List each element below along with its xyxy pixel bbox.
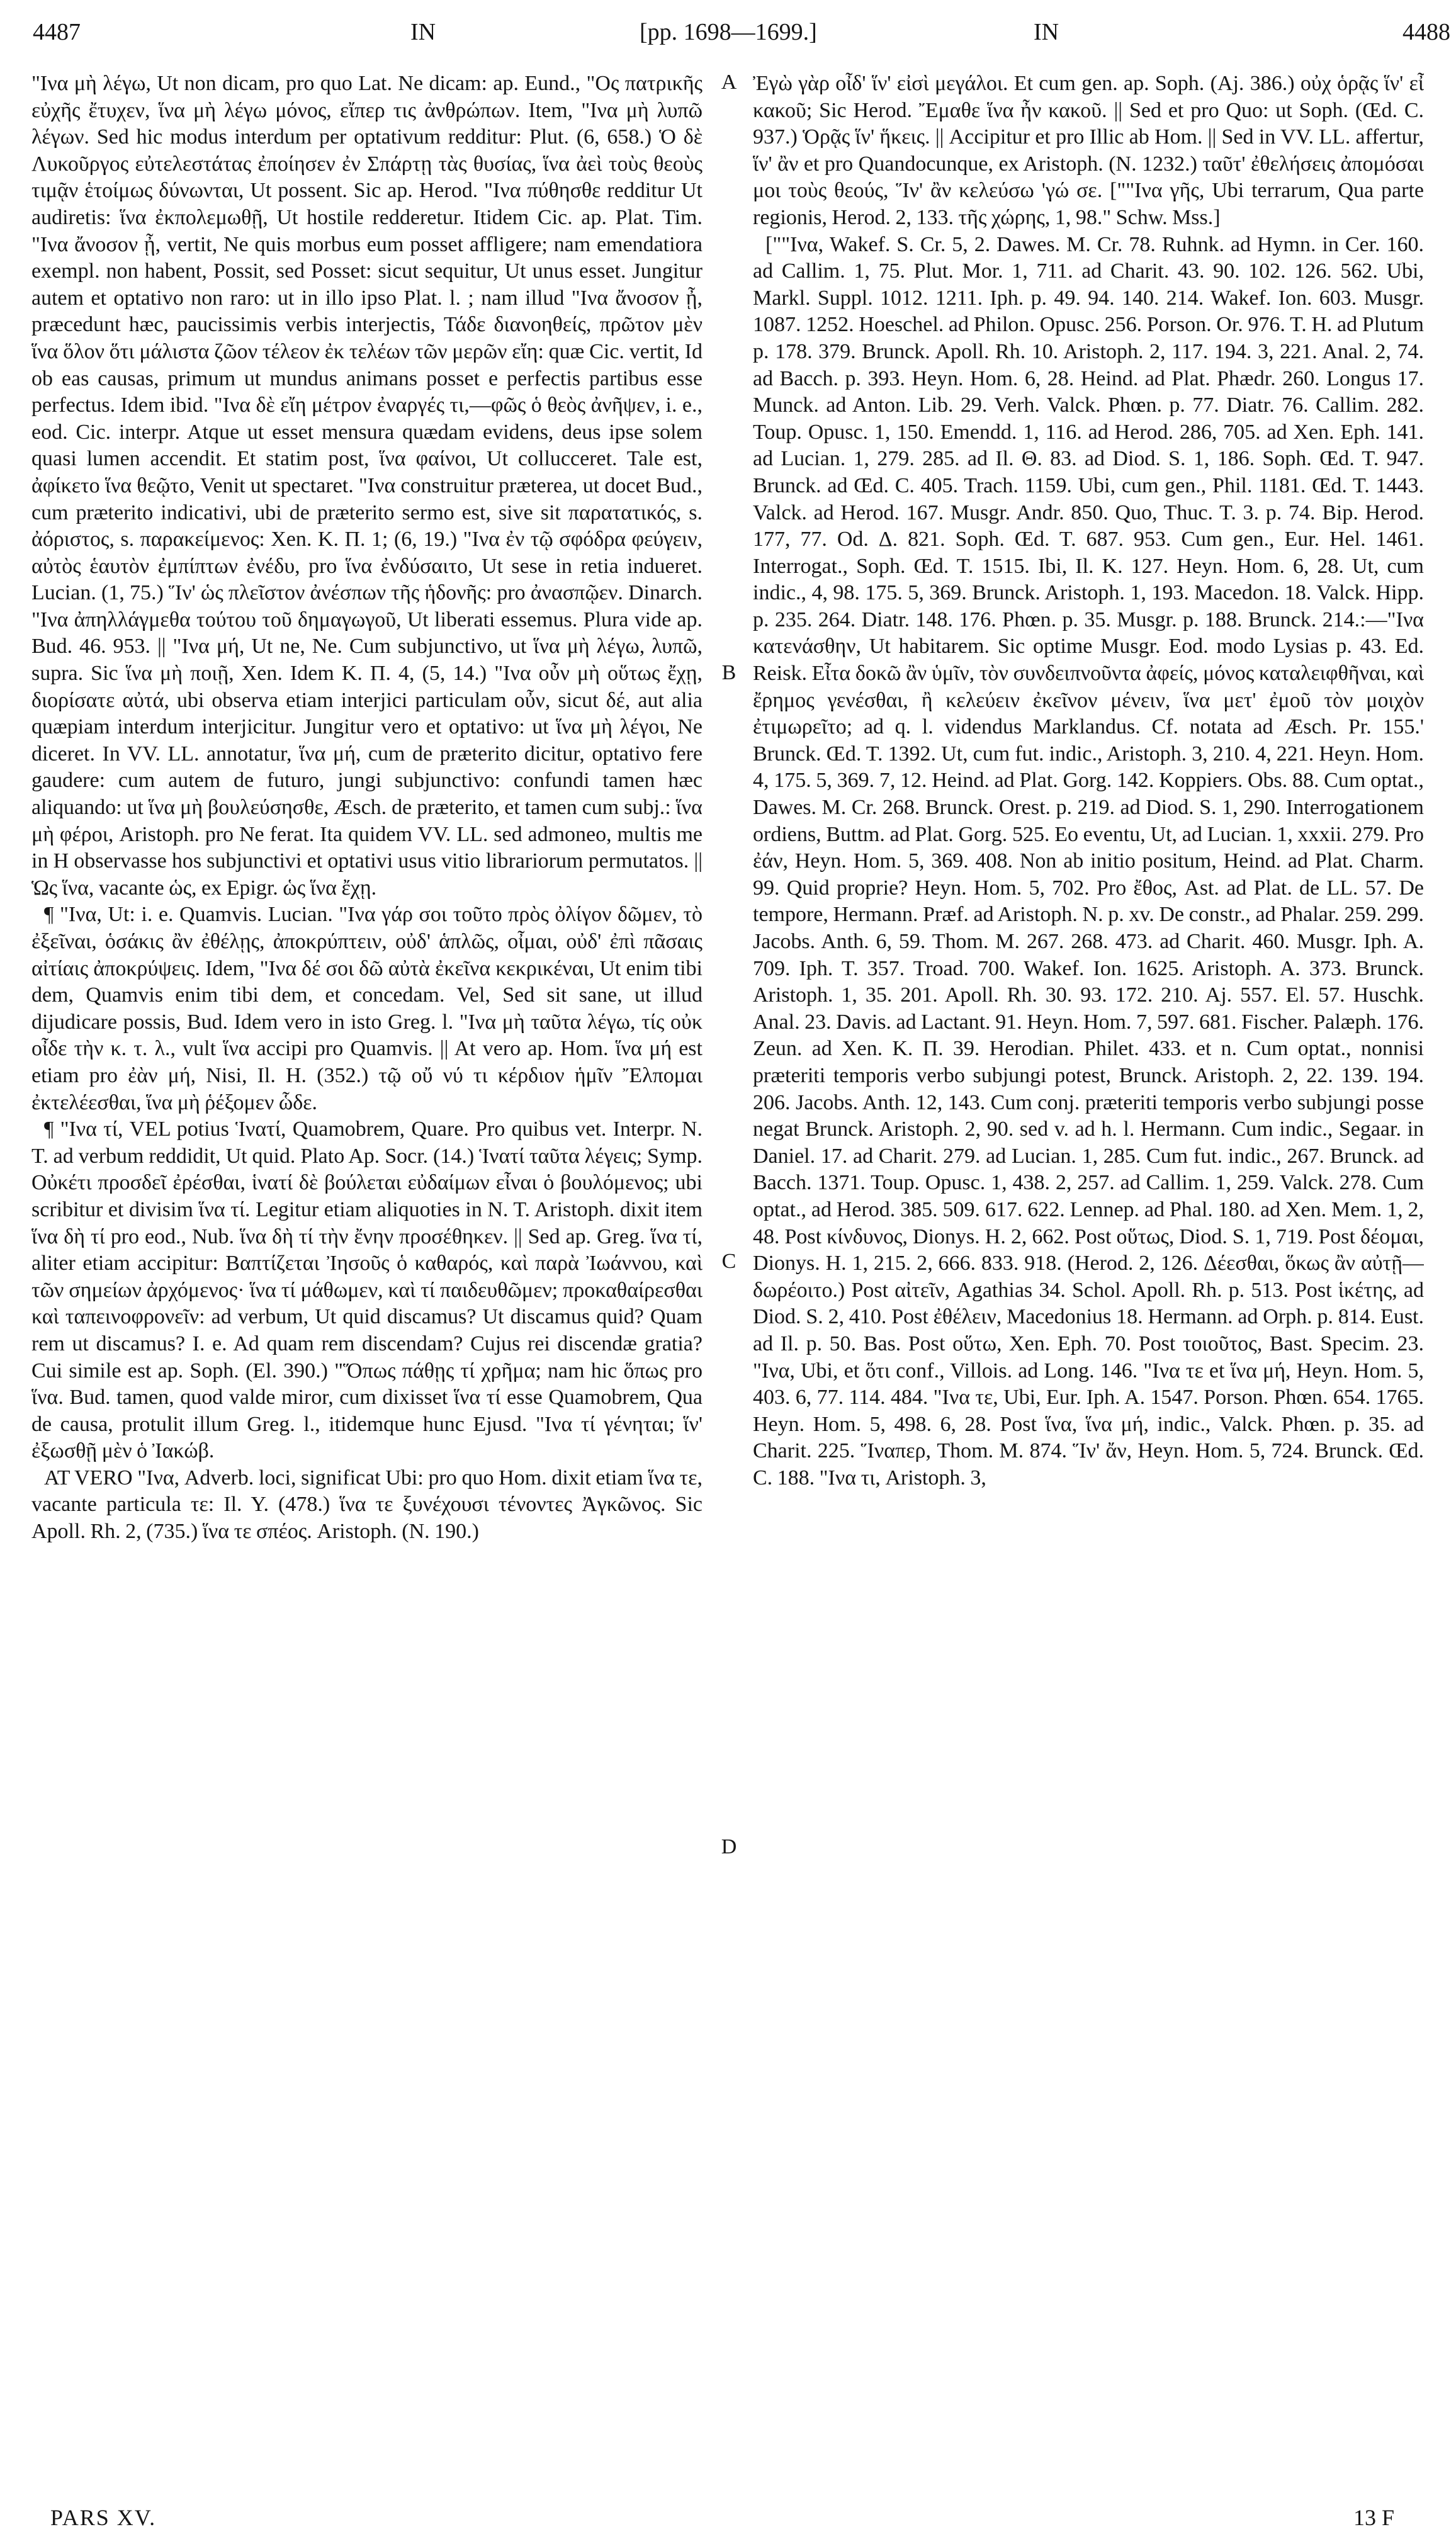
right-paragraph-2: [""Ινα, Wakef. S. Cr. 5, 2. Dawes. M. Cr. 78. Ruhnk. ad Hymn. in Cer. 160. ad Callim. 1, 75. Plut. Mor. 1, 711. ad Charit. 43. 90. 102. 126. 562. Ubi, Markl. Suppl. 1012. 1211. Iph. p. 49. 94. 140. 214. Wakef. Ion. 603. Musgr. 1087. 1252. Hoeschel. ad Philon. Opusc. 256. Porson. Or. 976. T. H. ad Plutum p. 178. 379. Brunck. Apoll. Rh. 10. Aristoph. 2, 117. 194. 3, 221. Anal. 2, 74. ad Bacch. p. 393. Heyn. Hom. 6, 28. Heind. ad Plat. Phædr. 260. Longus 17. Munck. ad Anton. Lib. 29. Verh. Valck. Phœn. p. 77. Diatr. 76. Callim. 282. Toup. Opusc. 1, 150. Emendd. 1, 116. ad Herod. 286, 705. ad Xen. Eph. 141. ad Lucian. 1, 279. 285. ad Il. Θ. 83. ad Diod. S. 1, 186. Soph. Œd. T. 947. Brunck. ad Œd. C. 405. Trach. 1159. Ubi, cum gen., Phil. 1181. Œd. T. 1443. Valck. ad Herod. 167. Musgr. Andr. 850. Quo, Thuc. T. 3. p. 74. Bip. Herod. 177, 77. Od. Δ. 821. Soph. Œd. T. 687. 953. Cum gen., Eur. Hel. 1461. Interrogat., Soph. Œd. T. 1515. Ibi, Il. K. 127. Heyn. Hom. 6, 28. Ut, cum indic., 4, 98. 175. 5, 369. Brunck. Aristoph. 1, 193. Macedon. 18. Valck. Hipp. p. 235. 264. Diatr. 148. 176. Phœn. p. 35. Musgr. p. 188. Brunck. 214.:—"Ινα κατενάσθην, Ut habitarem. Sic optime Musgr. Eod. modo Lysias p. 43. Ed. Reisk. Εἶτα δοκῶ ἂν ὑμῖν, τὸν συνδειπνοῦντα ἀφείς, μόνος καταλειφθῆναι, καὶ ἔρημος γενέσθαι, ἢ κελεύειν ἐκεῖνον μένειν, ἵνα μετ' ἐμοῦ τὸν μοιχὸν ἐτιμωρεῖτο; ad q. l. videndus Marklandus. Cf. notata ad Æsch. Pr. 155.' Brunck. Œd. T. 1392. Ut, cum fut. indic., Aristoph. 3, 210. 4, 221. Heyn. Hom. 4, 175. 5, 369. 7, 12. Heind. ad Plat. Gorg. 142. Koppiers. Obs. 88. Cum optat., Dawes. M. Cr. 268. Brunck. Orest. p. 219. ad Diod. S. 1, 290. Interrogationem ordiens, Buttm. ad Plat. Gorg. 525. Eo eventu, Ut, ad Lucian. 1, xxxii. 279. Pro ἐάν, Heyn. Hom. 5, 369. 408. Non ab initio positum, Heind. ad Plat. Charm. 99. Quid proprie? Heyn. Hom. 5, 702. Pro ἔθος, Ast. ad Plat. de LL. 57. De tempore, Hermann. Præf. ad Aristoph. N. p. xv. De constr., ad Phalar. 259. 299. Jacobs. Anth. 6, 59. Thom. M. 267. 268. 473. ad Charit. 460. Musgr. Iph. A. 709. Iph. T. 357. Troad. 700. Wakef. Ion. 1625. Aristoph. A. 373. Brunck. Aristoph. 1, 35. 201. Apoll. Rh. 30. 93. 172. 210. Aj. 557. El. 57. Huschk. Anal. 23. Davis. ad Lactant. 91. Heyn. Hom. 7, 597. 681. Fischer. Palæph. 176. Zeun. ad Xen. K. Π. 39. Herodian. Philet. 433. et n. Cum optat., nonnisi præteriti temporis verbo subjungi potest, Brunck. Aristoph. 2, 22. 139. 194. 206. Jacobs. Anth. 12, 143. Cum conj. præteriti temporis verbo subjungi posse negat Brunck. Aristoph. 2, 90. sed v. ad h. l. Hermann. Cum indic., Segaar. in Daniel. 17. ad Charit. 279. ad Lucian. 1, 285. Cum fut. indic., 267. Brunck. ad Bacch. 1371. Toup. Opusc. 1, 438. 2, 257. ad Callim. 1, 259. Valck. 278. Cum optat., ad Herod. 385. 509. 617. 622. Lennep. ad Phal. 180. ad Xen. Mem. 1, 2, 48. Post κίνδυνος, Dionys. H. 2, 662. Post οὕτως, Diod. S. 1, 719. Post δέομαι, Dionys. H. 1, 215. 2, 666. 833. 918. (Herod. 2, 126. Δέεσθαι, ὅκως ἂν αὐτῇ—δωρέοιτο.) Post αἰτεῖν, Agathias 34. Schol. Apoll. Rh. p. 513. Post ἱκέτης, ad Diod. S. 2, 410. Post ἐθέλειν, Macedonius 18. Hermann. ad Orph. p. 814. Eust. ad Il. p. 50. Bas. Post οὕτω, Xen. Eph. 70. Post τοιοῦτος, Bast. Specim. 23. "Ινα, Ubi, et ὅτι conf., Villois. ad Long. 146. "Ινα τε et ἵνα μή, Heyn. Hom. 5, 403. 6, 77. 114. 484. "Ινα τε, Ubi, Eur. Iph. A. 1547. Porson. Phœn. 654. 1765. Heyn. Hom. 5, 498. 6, 28. Post ἵνα, ἵνα μή, indic., Valck. Phœn. p. 35. ad Charit. 225. Ἵναπερ, Thom. M. 874. Ἵν' ἄν, Heyn. Hom. 5, 724. Brunck. Œd. C. 188. "Ινα τι, Aristoph. 3, — [753, 232, 1424, 1490]
section-mark-b: B — [721, 661, 736, 684]
right-paragraph-1: Ἐγὼ γὰρ οἶδ' ἵν' εἰσὶ μεγάλοι. Et cum gen. ap. Soph. (Aj. 386.) οὐχ ὁρᾷς ἵν' εἶ κακοῦ; Sic Herod. Ἔμαθε ἵνα ἦν κακοῦ. || Sed et pro Quo: ut Soph. (Œd. C. 937.) Ὁρᾷς ἵν' ἥκεις. || Accipitur et pro Illic ab Hom. || Sed in VV. LL. affertur, ἵν' ἂν et pro Quandocunque, ex Aristoph. (N. 1232.) ταῦτ' ἐθελήσεις ἀπομόσαι μοι τοὺς θεούς, Ἵν' ἂν κελεύσω 'γώ σε. [""Ινα γῆς, Ubi terrarum, Qua parte regionis, Herod. 2, 133. τῆς χώρης, 1, 98." Schw. Mss.] — [753, 72, 1424, 229]
page-range: [pp. 1698—1699.] — [640, 19, 817, 45]
headword-left: IN — [410, 19, 436, 45]
signature-left: PARS XV. — [50, 2505, 157, 2530]
right-column — [753, 71, 1424, 2469]
left-paragraph-4: AT VERO "Ινα, Adverb. loci, significat Ubi: pro quo Hom. dixit etiam ἵνα τε, vacante particula τε: Il. Y. (478.) ἵνα τε ξυνέχουσι τένοντες Ἀγκῶνος. Sic Apoll. Rh. 2, (735.) ἵνα τε σπέος. Aristoph. (N. 190.) — [31, 1466, 703, 1544]
section-mark-d: D — [721, 1835, 737, 1858]
signature-right: 13 F — [1353, 2505, 1395, 2530]
left-column — [31, 71, 703, 2469]
section-mark-a: A — [721, 71, 737, 94]
running-header — [0, 20, 1456, 58]
column-number-right: 4488 — [1402, 19, 1450, 45]
left-paragraph-1: "Ινα μὴ λέγω, Ut non dicam, pro quo Lat. Ne dicam: ap. Eund., "Ος πατρικῆς εὐχῆς ἔτυχεν, ἵνα μὴ λέγω μόνος, εἴπερ τις ἀνθρώπων. Item, "Ινα μὴ λυπῶ λέγων. Sed hic modus interdum per optativum redditur: Plut. (6, 658.) Ὁ δὲ Λυκοῦργος εὐτελεστάτας ἐποίησεν ἐν Σπάρτῃ τὰς θυσίας, ἵνα ἀεὶ τοὺς θεοὺς τιμᾷν ἑτοίμως δύνωνται, Ut possent. Sic ap. Herod. "Ινα πύθησθε redditur Ut audiretis: ἵνα ἐκπολεμωθῇ, Ut hostile redderetur. Itidem Cic. ap. Plat. Tim. "Ινα ἄνοσον ᾖ, vertit, Ne quis morbus eum posset affligere; nam emendatiora exempl. non habent, Possit, sed Posset: sicut sequitur, Ut unus esset. Jungitur autem et optativo non raro: ut in illo ipso Plat. l. ; nam illud "Ινα ἄνοσον ᾖ, præcedunt hæc, paucissimis verbis interjectis, Τάδε διανοηθείς, πρῶτον μὲν ἵνα ὅλον ὅτι μάλιστα ζῶον τέλεον ἐκ τελέων τῶν μερῶν εἴη: quæ Cic. vertit, Id ob eas causas, primum ut mundus animans posset e perfectis partibus esse perfectus. Idem ibid. "Ινα δὲ εἴη μέτρον ἐναργές τι,—φῶς ὁ θεὸς ἀνῆψεν, i. e., eod. Cic. interpr. Atque ut esset mensura quædam evidens, deus ipse solem quasi lumen accendit. Et statim post, ἵνα φαίνοι, Ut collucceret. Tale est, ἀφίκετο ἵνα θεῷτο, Venit ut spectaret. "Ινα construitur præterea, ut docet Bud., cum præterito indicativi, ubi de præterito sermo est, sive sit παρατατικός, s. ἀόριστος, s. παρακείμενος: Xen. K. Π. 1; (6, 19.) "Ινα ἐν τῷ σφόδρα φεύγειν, αὐτὸς ἑαυτὸν ἐμπίπτων ἐνέδυ, pro ἵνα ἐνδύσαιτο, Ut sese in retia indueret. Lucian. (1, 75.) Ἵν' ὡς πλεῖστον ἀνέσπων τῆς ἡδονῆς: pro ἀνασπῷεν. Dinarch. "Ινα ἀπηλλάγμεθα τούτου τοῦ δημαγωγοῦ, Ut liberati essemus. Plura vide ap. Bud. 46. 953. || "Ινα μή, Ut ne, Ne. Cum subjunctivo, ut ἵνα μὴ λέγω, λυπῶ, supra. Sic ἵνα μὴ ποιῇ, Xen. Idem K. Π. 4, (5, 14.) "Ινα οὖν μὴ οὕτως ἔχῃ, διορίσατε αὐτά, ubi observa etiam interjici particulam οὖν, sicut δέ, aut alia quæpiam interdum interjicitur. Jungitur vero et optativo: ut ἵνα μὴ λέγοι, Ne diceret. In VV. LL. annotatur, ἵνα μή, cum de præterito dicitur, optativo fere gaudere: cum autem de futuro, jungi subjunctivo: confundi tamen hæc aliquando: ut ἵνα μὴ βουλεύσησθε, Æsch. de præterito, et tamen cum subj.: ἵνα μὴ φέροι, Aristoph. pro Ne ferat. Ita quidem VV. LL. sed admoneo, multis me in H observasse hos subjunctivi et optativi usus vitio librariorum permutatos. || Ὡς ἵνα, vacante ὡς, ex Epigr. ὡς ἵνα ἔχῃ. — [31, 72, 703, 900]
left-paragraph-3: ¶ "Ινα τί, VEL potius Ἱνατί, Quamobrem, Quare. Pro quibus vet. Interpr. N. T. ad verbum reddidit, Ut quid. Plato Ap. Socr. (14.) Ἱνατί ταῦτα λέγεις; Symp. Οὐκέτι προσδεῖ ἐρέσθαι, ἱνατί δὲ βούλεται εὐδαίμων εἶναι ὁ βουλόμενος; ubi scribitur et divisim ἵνα τί. Legitur etiam aliquoties in N. T. Aristoph. dixit item ἵνα δὴ τί pro eod., Nub. ἵνα δὴ τί τὴν ἔνην προσέθηκεν. || Sed ap. Greg. ἵνα τί, aliter etiam accipitur: Βαπτίζεται Ἰησοῦς ὁ καθαρός, καὶ παρὰ Ἰωάννου, καὶ τῶν σημείων ἀρχόμενος· ἵνα τί μάθωμεν, καὶ τί παιδευθῶμεν; προκαθαίρεσθαι καὶ ταπεινοφρονεῖν: ad verbum, Ut quid discamus? Ut discamus quid? Quam rem ut discamus? I. e. Ad quam rem discendam? Cujus rei discendæ gratia? Cui simile est ap. Soph. (El. 390.) "Ὅπως πάθῃς τί χρῆμα; nam hic ὅπως pro ἵνα. Bud. tamen, quod valde miror, cum dixisset ἵνα τί esse Quamobrem, Qua de causa, protulit illum Greg. l., itidemque hunc Ejusd. "Ινα τί γένηται; ἵν' ἐξωσθῇ μὲν ὁ Ἰακώβ. — [31, 1117, 703, 1463]
left-paragraph-2: ¶ "Ινα, Ut: i. e. Quamvis. Lucian. "Ινα γάρ σοι τοῦτο πρὸς ὀλίγον δῶμεν, τὸ ἐξεῖναι, ὁσάκις ἂν ἐθέλῃς, ἀποκρύπτειν, οὐδ' ἁπλῶς, οἶμαι, οὐδ' ἐπὶ πᾶσαις αἰτίαις ἀποκρύψεις. Idem, "Ινα δέ σοι δῶ αὐτὰ ἐκεῖνα κεκρικέναι, Ut enim tibi dem, Quamvis enim tibi dem, et concedam. Vel, Sed sit sane, ut illud dijudicare possis, Bud. Idem vero in isto Greg. l. "Ινα μὴ ταῦτα λέγω, τίς οὐκ οἶδε τὴν κ. τ. λ., vult ἵνα accipi pro Quamvis. || At vero ap. Hom. ἵνα μή est etiam pro ἐὰν μή, Nisi, Il. H. (352.) τῷ οὔ νύ τι κέρδιον ἡμῖν Ἔλπομαι ἐκτελέεσθαι, ἵνα μὴ ῥέξομεν ὧδε. — [31, 903, 703, 1114]
headword-right: IN — [1034, 19, 1059, 45]
column-number-left: 4487 — [33, 19, 81, 45]
section-mark-c: C — [721, 1250, 736, 1273]
